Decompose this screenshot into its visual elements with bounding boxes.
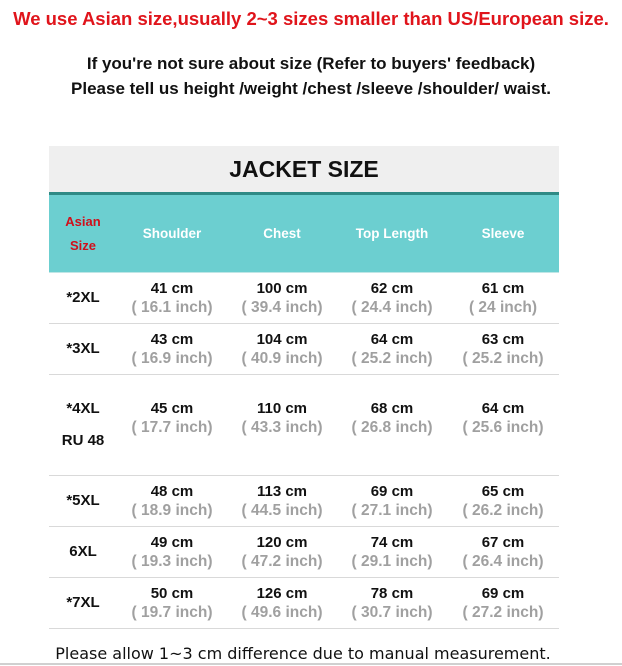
measurement-cell [227,399,337,438]
size-label: *2XL [66,289,100,306]
cm-value: 62 cm [370,279,414,297]
size-cell [49,536,117,568]
cm-value: 78 cm [370,584,414,602]
inch-value: ( 26.2 inch) [462,501,544,519]
measurement-cell [117,279,227,318]
size-label: *5XL [66,492,100,509]
inch-value: ( 26.4 inch) [462,552,544,570]
column-header-top-length: Top Length [355,226,429,241]
measurement-cell [447,482,559,521]
asian-size-notice: We use Asian size,usually 2~3 sizes smaller than US/European size. [13,8,609,29]
cm-value: 120 cm [256,533,308,551]
measurement-cell [337,482,447,521]
size-header-line-1: Asian [65,213,101,229]
cm-value: 41 cm [150,279,194,297]
cm-value: 50 cm [150,584,194,602]
cm-value: 74 cm [370,533,414,551]
table-row [49,273,559,324]
inch-value: ( 19.3 inch) [131,552,213,570]
measurement-cell [227,584,337,623]
inch-value: ( 19.7 inch) [131,603,213,621]
inch-value: ( 17.7 inch) [131,418,213,436]
measurement-cell [117,533,227,572]
inch-value: ( 39.4 inch) [241,298,323,316]
inch-value: ( 25.6 inch) [462,418,544,436]
cm-value: 61 cm [481,279,525,297]
inch-value: ( 26.8 inch) [351,418,433,436]
table-row [49,324,559,375]
cm-value: 45 cm [150,399,194,417]
cm-value: 43 cm [150,330,194,348]
inch-value: ( 24.4 inch) [351,298,433,316]
cm-value: 100 cm [256,279,308,297]
size-label: *4XL [66,400,100,417]
inch-value: ( 27.1 inch) [351,501,433,519]
table-title: JACKET SIZE [49,146,559,195]
measurement-cell [337,330,447,369]
size-column-header [49,210,117,258]
size-cell [49,333,117,365]
cm-value: 69 cm [370,482,414,500]
inch-value: ( 49.6 inch) [241,603,323,621]
cm-value: 64 cm [370,330,414,348]
size-cell [49,587,117,619]
table-row [49,578,559,629]
cm-value: 113 cm [256,482,308,500]
cm-value: 49 cm [150,533,194,551]
cm-value: 63 cm [481,330,525,348]
inch-value: ( 43.3 inch) [241,418,323,436]
inch-value: ( 16.9 inch) [131,349,213,367]
inch-value: ( 25.2 inch) [462,349,544,367]
table-row [49,527,559,578]
inch-value: ( 29.1 inch) [351,552,433,570]
measurement-cell [227,482,337,521]
size-label: RU 48 [61,432,105,449]
measurement-cell [447,533,559,572]
measurement-cell [227,533,337,572]
column-header-shoulder: Shoulder [142,226,202,241]
measurement-cell [337,279,447,318]
size-cell [49,485,117,517]
measurement-cell [447,399,559,438]
cm-value: 69 cm [481,584,525,602]
size-chart-table [49,146,559,629]
measurement-cell [337,399,447,438]
size-cell [49,393,117,457]
table-row [49,476,559,527]
column-header-chest: Chest [263,226,301,241]
table-row [49,375,559,476]
size-cell [49,282,117,314]
inch-value: ( 27.2 inch) [462,603,544,621]
inch-value: ( 47.2 inch) [241,552,323,570]
cm-value: 104 cm [256,330,308,348]
table-header-row [49,195,559,273]
measurement-cell [337,584,447,623]
measurement-cell [337,533,447,572]
cm-value: 126 cm [256,584,308,602]
measurement-cell [117,399,227,438]
measurement-cell [447,279,559,318]
measurement-cell [227,330,337,369]
inch-value: ( 40.9 inch) [241,349,323,367]
measurement-cell [227,279,337,318]
inch-value: ( 18.9 inch) [131,501,213,519]
table-body [49,273,559,629]
measurement-cell [447,330,559,369]
size-label: *7XL [66,594,100,611]
size-help-line: If you're not sure about size (Refer to buyers' feedback) [86,54,536,73]
cm-value: 48 cm [150,482,194,500]
cm-value: 65 cm [481,482,525,500]
bottom-divider [0,663,622,665]
cm-value: 68 cm [370,399,414,417]
inch-value: ( 16.1 inch) [131,298,213,316]
inch-value: ( 25.2 inch) [351,349,433,367]
measurement-request-line: Please tell us height /weight /chest /sleeve /shoulder/ waist. [71,79,551,98]
size-header-line-2: Size [69,237,96,253]
cm-value: 64 cm [481,399,525,417]
measurement-cell [117,584,227,623]
size-label: 6XL [69,543,97,560]
measurement-disclaimer: Please allow 1~3 cm difference due to manual measurement. [55,644,551,663]
size-label: *3XL [66,340,100,357]
inch-value: ( 44.5 inch) [241,501,323,519]
cm-value: 67 cm [481,533,525,551]
inch-value: ( 30.7 inch) [351,603,433,621]
column-header-sleeve: Sleeve [481,226,525,241]
measurement-cell [117,330,227,369]
measurement-cell [117,482,227,521]
cm-value: 110 cm [256,399,308,417]
measurement-cell [447,584,559,623]
inch-value: ( 24 inch) [468,298,538,316]
